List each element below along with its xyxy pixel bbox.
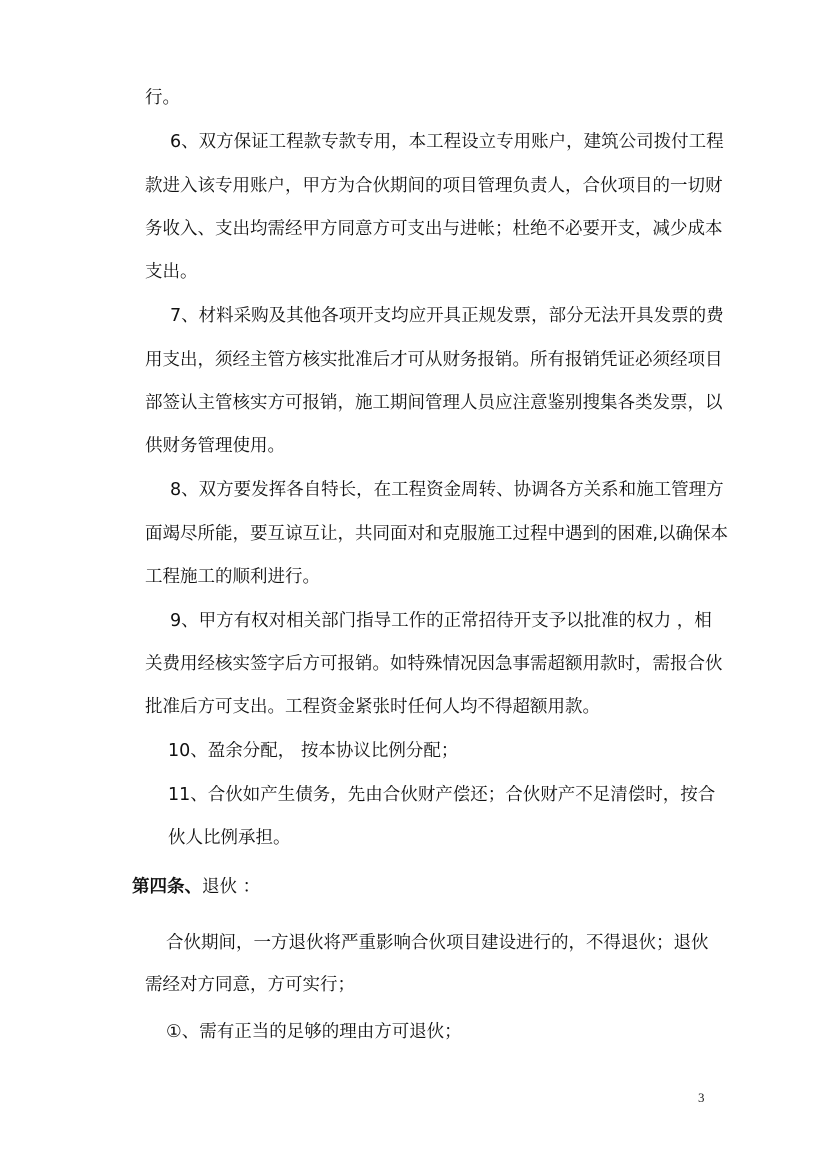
text-line: 关费用经核实签字后方可报销。如特殊情况因急事需超额用款时，需报合伙 <box>145 654 723 674</box>
text-line: 合伙期间，一方退伙将严重影响合伙项目建设进行的，不得退伙；退伙 <box>166 933 709 953</box>
text-line: 10、盈余分配， 按本协议比例分配； <box>168 741 459 761</box>
article-title: 退伙 ： <box>202 877 261 897</box>
text-line: 款进入该专用账户，甲方为合伙期间的项目管理负责人，合伙项目的一切财 <box>145 176 723 196</box>
text-line: 部签认主管核实方可报销，施工期间管理人员应注意鉴别搜集各类发票，以 <box>145 393 723 413</box>
text-line: 批准后方可支出。工程资金紧张时任何人均不得超额用款。 <box>145 697 600 717</box>
text-line: 11、合伙如产生债务，先由合伙财产偿还；合伙财产不足清偿时，按合 <box>168 785 716 805</box>
text-line: 需经对方同意，方可实行； <box>145 975 355 995</box>
text-line: ①、需有正当的足够的理由方可退伙； <box>166 1022 462 1042</box>
text-line: 工程施工的顺利进行。 <box>145 567 320 587</box>
text-line: 9、甲方有权对相关部门指导工作的正常招待开支予以批准的权力 ，相 <box>170 611 712 631</box>
text-line: 6、双方保证工程款专款专用，本工程设立专用账户，建筑公司拨付工程 <box>170 132 724 152</box>
text-line: 面竭尽所能，要互谅互让，共同面对和克服施工过程中遇到的困难,以确保本 <box>145 524 729 544</box>
text-line: 7、材料采购及其他各项开支均应开具正规发票，部分无法开具发票的费 <box>170 306 724 326</box>
article-number: 第四条、 <box>132 877 202 897</box>
article-heading <box>132 876 260 898</box>
text-line: 8、双方要发挥各自特长，在工程资金周转、协调各方关系和施工管理方 <box>170 480 724 500</box>
text-line: 伙人比例承担。 <box>168 828 291 848</box>
text-line: 务收入、支出均需经甲方同意方可支出与进帐；杜绝不必要开支，减少成本 <box>145 219 723 239</box>
text-line: 行。 <box>145 88 180 108</box>
text-line: 供财务管理使用。 <box>145 436 285 456</box>
text-line: 支出。 <box>145 262 198 282</box>
text-line: 用支出，须经主管方核实批准后才可从财务报销。所有报销凭证必须经项目 <box>145 350 723 370</box>
page-number: 3 <box>698 1090 705 1105</box>
